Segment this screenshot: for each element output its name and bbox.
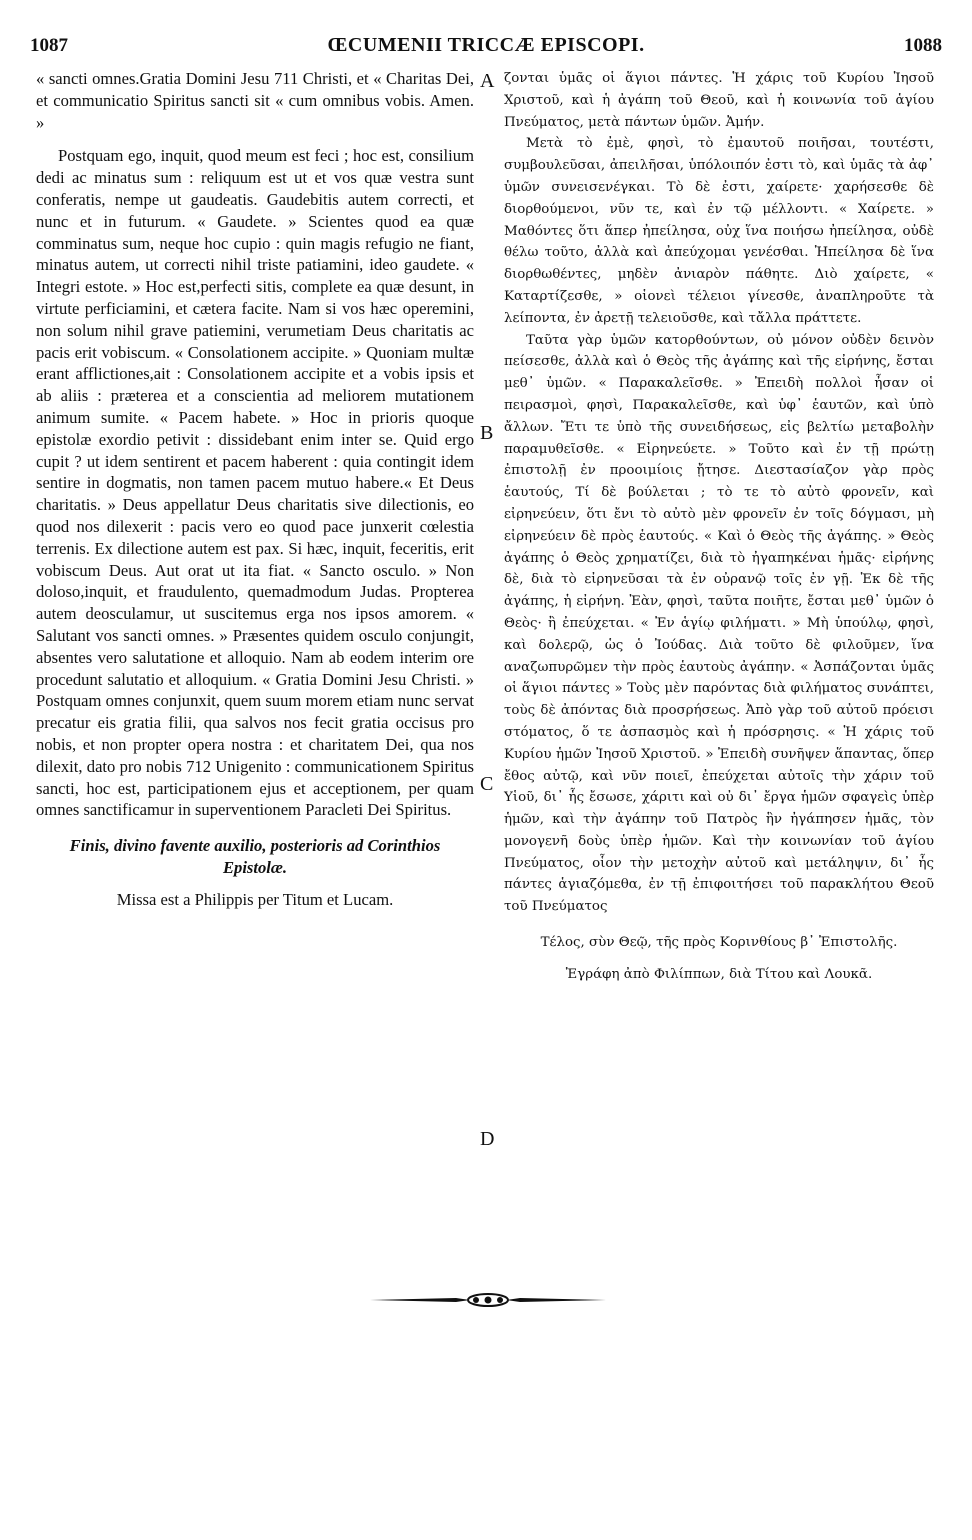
latin-finis: Finis, divino favente auxilio, posterioris ad Corinthios Epistolæ. [69,836,441,877]
latin-paragraph-2: Postquam ego, inquit, quod meum est feci ; hoc est, consilium dedi ac minatus sum : reliquum est ut et vos quæ vestra sunt conferatis, nempe ut gaudeatis. Gaudebitis autem correcti, et nunc et in futurum. « Gaudete. » Scientes quod ea quæ comminatus sum, neque hoc cupio : quin magis refugio ne fiant, minatus autem, ut correcti nihil triste patiamini, ideo gaudete. « Integri estote. » Hoc est,perfecti sitis, complete ea quæ desunt, in virtute perficiamini, et cætera facite. Nam si vos hæc operemini, non solum nihil grave patiemini, verumetiam Deus charitatis ac pacis erit vobiscum. « Consolationem accipite. » Quoniam multæ erant afflictiones,ait : Consolationem accipite et a vobis ipsis et ab aliis : præterea et a conscientia ad meliorem mutationem animum sumite. « Pacem habete. » Hoc in prioris quoque epistolæ exordio petivit : dissidebant enim inter se. Quid ergo cupit ? ut idem sentirent et pacem haberent : quia contingit idem sentire in dogmatis, non tamen pacem mutuo habere.« Et Deus charitatis. » Deus appellatur Deus charitatis sive dilectionis, eo quod nos dilexerit : pacis vero eo quod pace junxerit cœlestia terrenis. Ex dilectione autem est pax. Si hæc, inquit, feceritis, erit vobiscum Deus. Aut orat ut ita fiat. « Sancto osculo. » Non doloso,inquit, et fraudulento, quemadmodum Judas. Propterea autem deosculamur, ut suscitemus erga nos ipsos amorem. « Salutant vos sancti omnes. » Præsentes quidem osculo conjungit, absentes vero salutatione et alloquio. Nam ab eodem interim ore procedunt salutatio et alloquium. « Gratia Domini Jesu Christi. » Postquam omnes conjunxit, quem suum morem etiam nunc servat precatur eis gratia filii, qua salvos nos fecit gratia occisus pro nobis, et non propter opera nostra : et charitatem Dei, qua nos dilexit, dato pro nobis 712 Unigenito : communicationem Spiritus sancti, hoc est, participationem ejus et acceptionem, per quam omnes sanctificamur in superventionem Paracleti Dei Spiritus. [36,146,474,820]
greek-paragraph-3: Ταῦτα γὰρ ὑμῶν κατορθούντων, οὐ μόνον οὐδὲν δεινὸν πείσεσθε, ἀλλὰ καὶ ὁ Θεὸς τῆς ἀγάπης καὶ τῆς εἰρήνης, ἔσται μεθ᾽ ὑμῶν. « Παρακαλεῖσθε. » Ἐπειδὴ πολλοὶ ἦσαν οἱ πειρασμοὶ, φησὶ, Παρακαλεῖσθε, καὶ ὑφ᾽ ἑαυτῶν, καὶ ὑπὸ ἄλλων. Ἔτι τε ὑπὸ τῆς συνειδήσεως, εἰς βελτίω μεταβολὴν παραμυθεῖσθε. « Εἰρηνεύετε. » Τοῦτο καὶ ἐν τῇ πρώτῃ ἐπιστολῇ ἐν προοιμίοις ᾔτησε. Διεστασίαζον γὰρ πρὸς ἑαυτούς, Τί δὲ βούλεται ; τὸ τε τὸ αὐτὸ φρονεῖν, καὶ εἰρηνεύειν, ὅτι ἔνι τὸ αὐτὸ μὲν φρονεῖν ἐν τοῖς δόγμασι, μὴ εἰρηνεύειν δὲ πρὸς ἑαυτούς. « Καὶ ὁ Θεὸς τῆς ἀγάπης. » Θεὸς ἀγάπης ὁ Θεὸς χρηματίζει, διὰ τὸ ἠγαπηκέναι ἡμᾶς· εἰρήνης δὲ, διὰ τὸ εἰρηνεῦσαι τὰ ἐν οὐρανῷ τοῖς ἐν γῇ. Ἐκ δὲ τῆς ἀγάπης, ἡ εἰρήνη. Ἐὰν, φησὶ, ταῦτα ποιῆτε, ἔσται μεθ᾽ ὑμῶν ὁ Θεὸς· ἢ ἐπεύχεται. « Ἐν ἁγίῳ φιλήματι. » Μὴ ὑπούλῳ, φησὶ, καὶ δολερῷ, ὡς ὁ Ἰούδας. Διὰ τοῦτο δὲ φιλοῦμεν, ἵνα αναζωπυρῶμεν τὴν πρὸς ἑαυτοὺς ἀγάπην. « Ἀσπάζονται ὑμᾶς οἱ ἅγιοι πάντες » Τοὺς μὲν παρόντας διὰ φιλήματος συνάπτει, τοὺς δὲ ἀπόντας διὰ προσρήσεως. Ἀπὸ γὰρ τοῦ αὐτοῦ πρόεισι στόματος, ὅ τε ἀσπασμὸς καὶ ἡ πρόσρησις. « Ἡ χάρις τοῦ Κυρίου ἡμῶν Ἰησοῦ Χριστοῦ. » Ἐπειδὴ συνῆψεν ἅπαντας, ὅπερ ἔθος αὐτῷ, καὶ νῦν ποιεῖ, ἐπεύχεται αὐτοῖς τὴν χάριν τοῦ Υἱοῦ, δι᾽ ἧς ἔσωσε, χάριτι καὶ οὐ δι᾽ ἔργα ἡμῶν σφαγεὶς ὑπὲρ ἡμῶν, καὶ τὴν ἀγάπην τοῦ Πατρὸς ἣν ἠγάπησεν ἡμᾶς, τὸν μονογενῆ δοὺς ὑπὲρ ἡμῶν. Καὶ τὴν κοινωνίαν τοῦ ἁγίου Πνεύματος, οἷον τὴν μετοχὴν αὐτοῦ καὶ μετάληψιν, δι᾽ ἧς πάντες ἁγιαζόμεθα, ἐν τῇ ἐπιφοιτήσει τοῦ παρακλήτου Θεοῦ τοῦ Πνεύματος [504,332,934,915]
page-number-left: 1087 [30,35,68,56]
page-number-right: 1088 [903,35,942,56]
margin-letter-b: B [480,422,494,444]
greek-missa: Ἐγράφη ἀπὸ Φιλίππων, διὰ Τίτου καὶ Λουκᾶ. [565,966,873,982]
margin-letter-a: A [480,70,495,92]
latin-missa: Missa est a Philippis per Titum et Lucam. [116,889,394,909]
margin-letter-c: C [480,773,494,795]
greek-column [504,68,934,986]
margin-letter-d: D [480,1128,495,1150]
page-header [30,34,942,64]
greek-paragraph-1: ζονται ὑμᾶς οἱ ἅγιοι πάντες. Ἡ χάρις τοῦ Κυρίου Ἰησοῦ Χριστοῦ, καὶ ἡ ἀγάπη τοῦ Θεοῦ, καὶ ἡ κοινωνία τοῦ ἁγίου Πνεύματος, μετὰ πάντων ὑμῶν. Ἀμήν. [504,71,934,130]
greek-finis: Τέλος, σὺν Θεῷ, τῆς πρὸς Κορινθίους β᾽ Ἐπιστολῆς. [540,935,898,951]
running-title: ŒCUMENII TRICCÆ EPISCOPI. [327,34,645,56]
latin-paragraph-1: « sancti omnes.Gratia Domini Jesu 711 Christi, et « Charitas Dei, et communicatio Spiritus sancti sit « cum omnibus vobis. Amen. » [36,69,474,132]
tailpiece-ornament [370,1292,606,1308]
greek-paragraph-2: Μετὰ τὸ ἐμὲ, φησὶ, τὸ ἐμαυτοῦ ποιῆσαι, τουτέστι, συμβουλεῦσαι, ἀπειλῆσαι, ὑπόλοιπόν ἐστι τὸ, καὶ ὑμᾶς τὰ ἀφ᾽ ὑμῶν συνεισενέγκαι. Τὸ δὲ ἐστι, χαίρετε· χαρήσεσθε δὲ διορθούμενοι, νῦν τε, καὶ ἐν τῷ μέλλοντι. « Χαίρετε. » Μαθόντες ὅτι ἅπερ ἠπείλησα, οὐχ ἵνα ποιήσω ἠπείλησα, οὐδὲ θέλω τοῦτο, ἀλλὰ καὶ ἀπεύχομαι γενέσθαι. Ἠπείλησα δὲ ἵνα διορθωθέντες, μηδὲν ἀνιαρὸν πάθητε. Διὸ χαίρετε, « Καταρτίζεσθε, » οἱονεὶ τέλειοι γίνεσθε, ἀναπληροῦτε τὰ λείποντα, ἐν ἀρετῇ τελειοῦσθε, καὶ τἄλλα πράττετε. [504,136,934,326]
latin-column [36,68,474,910]
